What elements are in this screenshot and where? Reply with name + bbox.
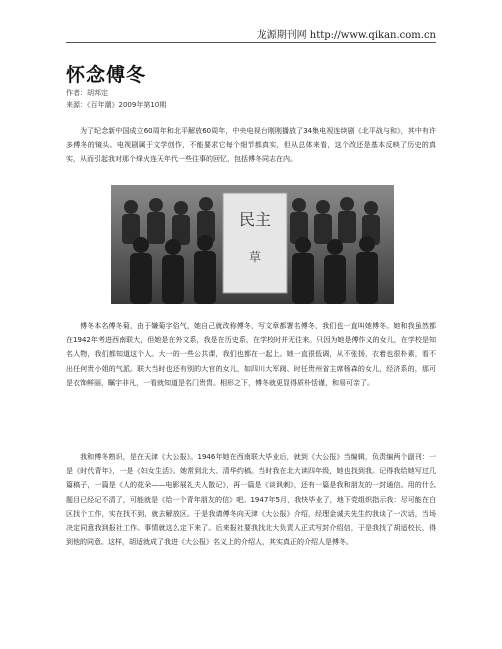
banner-text: 民主 bbox=[238, 210, 272, 229]
group-photo bbox=[111, 185, 394, 304]
banner-sub-text: 草 bbox=[248, 250, 262, 264]
article-paragraph-2: 傅冬本名傅冬菊，由于嫌菊字俗气，她自己就改称傅冬，写文章都署名傅冬，我们也一直叫她傅冬。她和我虽然都在1942年考进西南联大，但她是在外文系，我是在历史系，在学校时并无往来。只因为她是傅作义的女儿，在学校是知名人物，我们都知道这个人。大一的一些公共课，我们也都在一起上。她一直很低调，从不张扬，衣着也很朴素，看不出任何贵小姐的气派。联大当时也还有别的大官的女儿，如四川大军阀、时任贵州省主席杨森的女儿，经济系的，那可是衣饰鲜丽，瞩宇非凡，一看就知道是名门贵胄。相形之下，傅冬就更显得质朴恬谨，和易可亲了。 bbox=[66, 322, 436, 387]
header-divider bbox=[66, 42, 436, 43]
article-title: 怀念傅冬 bbox=[66, 64, 147, 86]
article-source: 来源：《百年潮》2009年第10期 bbox=[66, 101, 167, 109]
article-author: 作者：胡邦定 bbox=[66, 89, 108, 97]
site-header-link[interactable]: 龙源期刊网 http://www.qikan.com.cn bbox=[256, 30, 436, 41]
article-paragraph-3: 我和傅冬熟识，是在天津《大公报》。1946年她在西南联大毕业后，就到《大公报》当编辑，负责编两个副刊：一是《时代青年》，一是《妇女生活》。她常到北大、清华约稿。当时我在北大读四年级，她也找到我。记得我给她写过几篇稿子，一篇是《人的花朵——电影展礼夫人散记》，再一篇是《谈讽刺》，还有一篇是我和朋友的一封通信。用的什么题目已经记不清了，可能就是《给一个青年朋友的信》吧。1947年5月，我快毕业了，地下党组织指示我：尽可能在白区找个工作，实在找不到，就去解放区。于是我请傅冬向天津《大公报》介绍，经理金诚夫先生约我谈了一次话，当场决定同意我到报社工作。事情就这么定下来了。后来报社要我找北大负责人正式写封介绍信，于是我找了胡适校长，得到他的同意。这样，胡适就成了我进《大公报》名义上的介绍人，其实真正的介绍人是傅冬。 bbox=[66, 453, 436, 547]
article-paragraph-1: 为了纪念新中国成立60周年和北平解放60周年，中央电视台刚刚播放了34集电视连续剧《北平战与和》，其中有许多傅冬的镜头。电视剧属于文学创作，不能要求它每个细节都真实，但从总体来看，这个改还是基本反映了历史的真实，从而引起我对那个烽火连天年代一些往事的回忆，包括傅冬同志在内。 bbox=[66, 127, 436, 164]
